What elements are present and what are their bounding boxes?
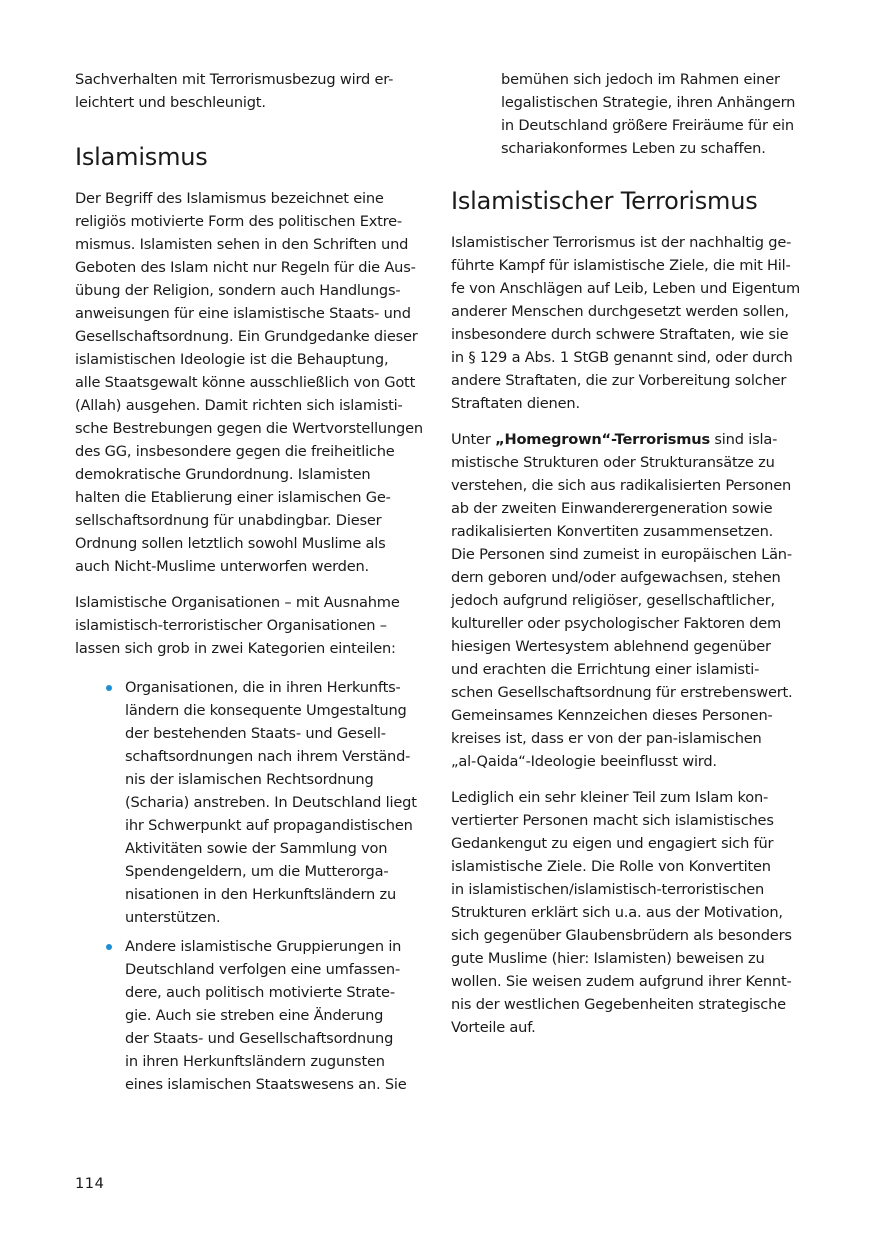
text-line: islamistische Ziele. Die Rolle von Konvertiten [451,858,771,875]
text-line: Gedankengut zu eigen und engagiert sich für [451,835,774,852]
text-line: eines islamischen Staatswesens an. Sie [125,1076,407,1093]
text-line: ihr Schwerpunkt auf propagandistischen [125,817,413,834]
list-item [75,676,425,929]
text-line: auch Nicht-Muslime unterworfen werden. [75,558,369,575]
text-line: Sachverhalten mit Terrorismusbezug wird er- [75,71,394,88]
text-line: kultureller oder psychologischer Faktoren dem [451,615,782,632]
text-line: religiös motivierte Form des politischen Extre- [75,213,402,230]
text-line: demokratische Grundordnung. Islamisten [75,466,371,483]
text-line: Spendengeldern, um die Mutterorga- [125,863,389,880]
text-line: nis der islamischen Rechtsordnung [125,771,374,788]
text-line: der bestehenden Staats- und Gesell- [125,725,386,742]
text-line: Der Begriff des Islamismus bezeichnet eine [75,190,384,207]
text-line: Islamistische Organisationen – mit Ausnahme [75,594,400,611]
text-line: Deutschland verfolgen eine umfassen- [125,961,401,978]
konvertiten-paragraph [451,786,801,1039]
text-line: Gemeinsames Kennzeichen dieses Personen- [451,707,773,724]
text-line: „al-Qaida“-Ideologie beeinflusst wird. [451,753,717,770]
homegrown-term: „Homegrown“-Terrorismus [495,431,710,448]
heading-islamistischer-terrorismus: Islamistischer Terrorismus [451,187,758,215]
text-line: dern geboren und/oder aufgewachsen, stehen [451,569,781,586]
text-line: jedoch aufgrund religiöser, gesellschaftlicher, [451,592,775,609]
text-line: sich gegenüber Glaubensbrüdern als besonders [451,927,792,944]
text-line: legalistischen Strategie, ihren Anhängern [501,94,796,111]
text-line: mistische Strukturen oder Strukturansätze zu [451,454,775,471]
text-line: (Allah) ausgehen. Damit richten sich islamisti- [75,397,403,414]
islamismus-paragraph-2 [75,591,425,660]
text-line: Gesellschaftsordnung. Ein Grundgedanke dieser [75,328,418,345]
text-line: nis der westlichen Gegebenheiten strategische [451,996,786,1013]
text-line: führte Kampf für islamistische Ziele, die mit Hil- [451,257,791,274]
text-line: ab der zweiten Einwanderergeneration sowie [451,500,773,517]
text-line: bemühen sich jedoch im Rahmen einer [501,71,780,88]
text-line: dere, auch politisch motivierte Strate- [125,984,395,1001]
continued-bullet-text [451,68,801,160]
heading-islamismus: Islamismus [75,143,208,171]
text-line: gie. Auch sie streben eine Änderung [125,1007,384,1024]
text-line: ländern die konsequente Umgestaltung [125,702,407,719]
islamismus-paragraph-1 [75,187,425,578]
text-line: lassen sich grob in zwei Kategorien einteilen: [75,640,396,657]
text-line: gute Muslime (hier: Islamisten) beweisen zu [451,950,765,967]
text-line: der Staats- und Gesellschaftsordnung [125,1030,394,1047]
list-item [75,935,425,1096]
text-line: Islamistischer Terrorismus ist der nachhaltig ge- [451,234,792,251]
text-line: in Deutschland größere Freiräume für ein [501,117,794,134]
text-fragment: sind isla- [709,431,778,448]
intro-paragraph [75,68,425,114]
text-line: Vorteile auf. [451,1019,536,1036]
text-line: mismus. Islamisten sehen in den Schriften und [75,236,409,253]
text-line: (Scharia) anstreben. In Deutschland liegt [125,794,417,811]
text-line: insbesondere durch schwere Straftaten, wie sie [451,326,789,343]
bullet-dot-icon [106,685,112,691]
text-line: Geboten des Islam nicht nur Regeln für die Aus- [75,259,416,276]
text-line: Die Personen sind zumeist in europäischen Län- [451,546,792,563]
text-line: sche Bestrebungen gegen die Wertvorstellungen [75,420,423,437]
text-line: nisationen in den Herkunftsländern zu [125,886,397,903]
text-line [451,428,801,451]
page-number: 114 [75,1175,105,1192]
text-line: islamistisch-terroristischer Organisationen – [75,617,387,634]
text-line: in ihren Herkunftsländern zugunsten [125,1053,385,1070]
text-line: schariakonformes Leben zu schaffen. [501,140,766,157]
text-line: hiesigen Wertesystem ablehnend gegenüber [451,638,771,655]
text-line: anderer Menschen durchgesetzt werden sollen, [451,303,789,320]
text-line: sellschaftsordnung für unabdingbar. Dieser [75,512,382,529]
bullet-dot-icon [106,944,112,950]
text-line: verstehen, die sich aus radikalisierten Personen [451,477,792,494]
text-line: Strukturen erklärt sich u.a. aus der Motivation, [451,904,783,921]
text-line: alle Staatsgewalt könne ausschließlich von Gott [75,374,416,391]
text-line: halten die Etablierung einer islamischen Ge- [75,489,391,506]
homegrown-paragraph [451,428,801,773]
text-line: radikalisierten Konvertiten zusammensetzen. [451,523,774,540]
text-line: leichtert und beschleunigt. [75,94,266,111]
left-column [75,68,425,1102]
text-line: Straftaten dienen. [451,395,580,412]
text-line: Aktivitäten sowie der Sammlung von [125,840,388,857]
terrorismus-paragraph-1 [451,231,801,415]
text-line: anweisungen für eine islamistische Staats- und [75,305,411,322]
text-line: unterstützen. [125,909,221,926]
text-line: in islamistischen/islamistisch-terroristischen [451,881,765,898]
right-column [451,68,801,1052]
text-line: und erachten die Errichtung einer islamisti- [451,661,760,678]
text-line: des GG, insbesondere gegen die freiheitliche [75,443,395,460]
bullet-list [75,676,425,1096]
text-fragment: Unter [451,431,496,448]
text-line: schen Gesellschaftsordnung für erstrebenswert. [451,684,793,701]
text-line: in § 129 a Abs. 1 StGB genannt sind, oder durch [451,349,793,366]
text-line: Andere islamistische Gruppierungen in [125,938,402,955]
text-line: vertierter Personen macht sich islamistisches [451,812,774,829]
text-line: Organisationen, die in ihren Herkunfts- [125,679,401,696]
text-line: übung der Religion, sondern auch Handlungs- [75,282,401,299]
text-line: Lediglich ein sehr kleiner Teil zum Islam kon- [451,789,769,806]
text-line: islamistischen Ideologie ist die Behauptung, [75,351,389,368]
text-line: schaftsordnungen nach ihrem Verständ- [125,748,411,765]
text-line: kreises ist, dass er von der pan-islamischen [451,730,762,747]
text-line: fe von Anschlägen auf Leib, Leben und Eigentum [451,280,801,297]
text-line: wollen. Sie weisen zudem aufgrund ihrer Kennt- [451,973,792,990]
text-line: Ordnung sollen letztlich sowohl Muslime als [75,535,386,552]
text-line: andere Straftaten, die zur Vorbereitung solcher [451,372,787,389]
